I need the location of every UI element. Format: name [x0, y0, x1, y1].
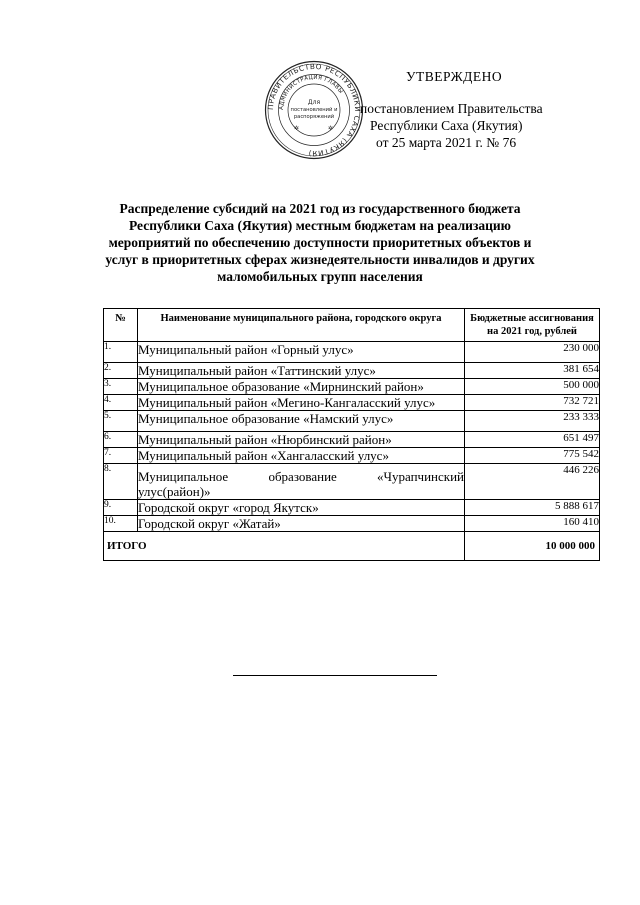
row-name: Муниципальный район «Хангаласский улус» — [138, 448, 465, 464]
row-number: 8. — [104, 464, 138, 500]
row-amount: 775 542 — [465, 448, 600, 464]
row-name: Муниципальный район «Горный улус» — [138, 342, 465, 363]
seal-ring-text: ПРАВИТЕЛЬСТВО РЕСПУБЛИКИ САХА (ЯКУТИЯ) — [265, 61, 363, 159]
table-row — [104, 500, 600, 516]
table-row — [104, 516, 600, 532]
total-label: ИТОГО — [104, 532, 465, 561]
row-name: Городской округ «Жатай» — [138, 516, 465, 532]
row-amount: 233 333 — [465, 411, 600, 432]
table-row — [104, 363, 600, 379]
row-amount: 160 410 — [465, 516, 600, 532]
row-number: 1. — [104, 342, 138, 363]
table-row — [104, 379, 600, 395]
subsidy-table — [103, 308, 600, 561]
row-number: 10. — [104, 516, 138, 532]
row-number: 4. — [104, 395, 138, 411]
row-amount: 500 000 — [465, 379, 600, 395]
header-name: Наименование муниципального района, городского округа — [138, 309, 465, 342]
row-number: 9. — [104, 500, 138, 516]
row-name: Городской округ «город Якутск» — [138, 500, 465, 516]
row-amount: 651 497 — [465, 432, 600, 448]
approved-label: УТВЕРЖДЕНО — [406, 69, 503, 84]
seal-center-line2: постановлений и — [290, 107, 338, 113]
row-name: Муниципальный район «Мегино-Кангаласский улус» — [138, 395, 465, 411]
row-name: Муниципальный район «Нюрбинский район» — [138, 432, 465, 448]
row-number: 5. — [104, 411, 138, 432]
table-row — [104, 464, 600, 500]
table-header-row — [104, 309, 600, 342]
row-number: 3. — [104, 379, 138, 395]
seal-center-line1: Для — [307, 99, 321, 106]
closing-divider — [233, 675, 437, 676]
seal-center-line3: распоряжений — [293, 114, 335, 120]
row-number: 6. — [104, 432, 138, 448]
row-number: 7. — [104, 448, 138, 464]
total-amount: 10 000 000 — [465, 532, 600, 561]
row-amount: 446 226 — [465, 464, 600, 500]
table-row — [104, 432, 600, 448]
decree-line-1: постановлением Правительства — [360, 101, 543, 116]
table-row — [104, 448, 600, 464]
row-name: Муниципальное образование «Намский улус» — [138, 411, 465, 432]
svg-text:✲: ✲ — [294, 126, 300, 132]
table-total-row — [104, 532, 600, 561]
table-row — [104, 411, 600, 432]
header-amount: Бюджетные ассигнования на 2021 год, рублей — [465, 309, 600, 342]
document-title: Распределение субсидий на 2021 год из государственного бюджета Республики Саха (Якутия) местным бюджетам на реализацию мероприятий по обеспечению доступности приоритетных объектов и услуг в приоритетных сферах жизнедеятельности инвалидов и других маломобильных групп населения — [105, 201, 535, 284]
svg-text:✲: ✲ — [328, 126, 334, 132]
row-amount: 5 888 617 — [465, 500, 600, 516]
row-amount: 230 000 — [465, 342, 600, 363]
row-name: Муниципальное образование «Чурапчинский улус(район)» — [138, 464, 465, 500]
header-number: № — [104, 309, 138, 342]
row-name: Муниципальный район «Таттинский улус» — [138, 363, 465, 379]
decree-line-2: Республики Саха (Якутия) — [370, 118, 523, 133]
official-seal-icon — [264, 60, 364, 160]
row-amount: 381 654 — [465, 363, 600, 379]
seal-inner-ring-text: АДМИНИСТРАЦИЯ ГЛАВЫ — [278, 74, 344, 111]
row-name: Муниципальное образование «Мирнинский район» — [138, 379, 465, 395]
table-row — [104, 395, 600, 411]
row-number: 2. — [104, 363, 138, 379]
decree-line-3: от 25 марта 2021 г. № 76 — [376, 135, 517, 150]
row-amount: 732 721 — [465, 395, 600, 411]
table-row — [104, 342, 600, 363]
